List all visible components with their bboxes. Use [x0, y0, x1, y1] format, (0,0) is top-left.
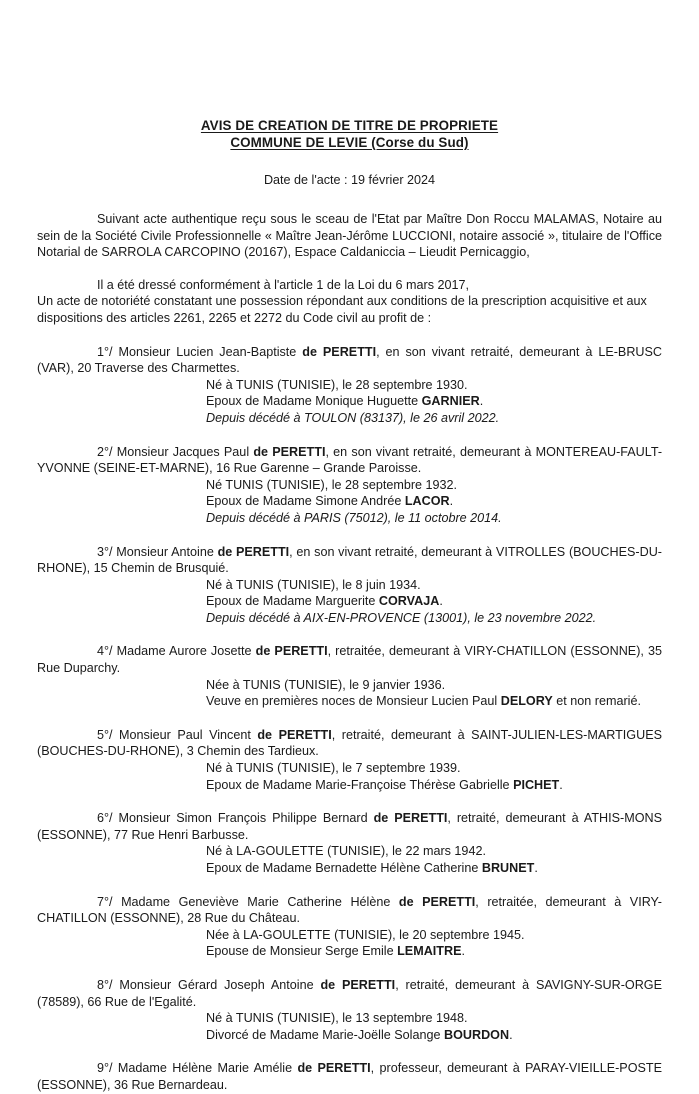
heir-entry-heading	[37, 643, 662, 676]
heir-status-address: , en son vivant retraité, demeurant à LE-BRUSC (VAR), 20 Traverse des Charmettes.	[37, 344, 663, 376]
intro-paragraph: Suivant acte authentique reçu sous le sceau de l'Etat par Maître Don Roccu MALAMAS, Notaire au sein de la Société Civile Professionnelle « Maître Jean-Jérôme LUCCIONI, notaire associé », titulaire de l'Office Notarial de SARROLA CARCOPINO (20167), Espace Caldaniccia – Lieudit Pernicaggio,	[37, 212, 662, 260]
heir-detail-line	[206, 943, 662, 960]
heir-surname: de PERETTI	[398, 894, 476, 909]
heir-status-address: , en son vivant retraité, demeurant à MONTEREAU-FAULT-YVONNE (SEINE-ET-MARNE), 16 Rue Garenne – Grande Paroisse.	[37, 444, 663, 476]
heir-entry	[37, 977, 662, 1043]
heir-detail-line: Né à TUNIS (TUNISIE), le 8 juin 1934.	[206, 577, 421, 592]
heir-detail-line	[206, 860, 662, 877]
heir-given-names: Monsieur Gérard Joseph Antoine	[119, 977, 321, 992]
heir-status-address: , retraitée, demeurant à VIRY-CHATILLON (ESSONNE), 35 Rue Duparchy.	[37, 644, 662, 676]
heir-entry-number: 2°/	[97, 444, 117, 459]
heir-detail-line	[206, 493, 662, 510]
heir-detail-line	[206, 693, 662, 710]
detail-text-lead: Epoux de Madame Marie-Françoise Thérèse Gabrielle	[206, 777, 514, 792]
detail-text-tail: .	[439, 594, 443, 609]
spouse-surname: BRUNET	[481, 861, 535, 875]
heir-decease-line: Depuis décédé à TOULON (83137), le 26 avril 2022.	[206, 410, 500, 425]
detail-text-tail: et non remarié.	[552, 694, 641, 709]
heir-entry	[37, 1060, 662, 1093]
heir-status-address: , retraité, demeurant à ATHIS-MONS (ESSONNE), 77 Rue Henri Barbusse.	[37, 811, 662, 842]
heir-status-address: , en son vivant retraité, demeurant à VITROLLES (BOUCHES-DU-RHONE), 15 Chemin de Brusquié.	[37, 544, 662, 576]
heir-given-names: Monsieur Antoine	[116, 544, 218, 559]
detail-text-lead: Divorcé de Madame Marie-Joëlle Solange	[206, 1027, 444, 1042]
heir-detail-line	[206, 593, 662, 610]
detail-text-lead: Veuve en premières noces de Monsieur Lucien Paul	[206, 694, 501, 709]
heir-given-names: Monsieur Paul Vincent	[119, 727, 258, 742]
detail-text-tail: .	[559, 777, 563, 792]
heir-entry-heading	[37, 894, 662, 927]
heir-detail-line: Né à LA-GOULETTE (TUNISIE), le 22 mars 1942.	[206, 844, 486, 859]
detail-text-lead: Epoux de Madame Bernadette Hélène Catherine	[206, 861, 482, 875]
heir-surname: de PERETTI	[217, 544, 290, 559]
detail-text-lead: Epoux de Madame Monique Huguette	[206, 394, 422, 409]
heir-entry-number: 9°/	[97, 1061, 118, 1076]
spouse-surname: BOURDON	[444, 1027, 510, 1042]
heir-status-address: , retraité, demeurant à SAVIGNY-SUR-ORGE (78589), 66 Rue de l'Egalité.	[37, 977, 662, 1009]
heir-given-names: Madame Aurore Josette	[116, 644, 256, 659]
heir-surname: de PERETTI	[320, 977, 396, 992]
heir-surname: de PERETTI	[373, 811, 448, 826]
heir-entry	[37, 444, 662, 527]
heir-entry-heading	[37, 810, 662, 843]
heir-detail-line	[206, 393, 662, 410]
detail-text-tail: .	[479, 394, 484, 409]
legal-body-line: Un acte de notoriété constatant une possession répondant aux conditions de la prescription acquisitive et aux dispositions des articles 2261, 2265 et 2272 du Code civil au profit de :	[37, 294, 647, 325]
heir-detail-line: Né TUNIS (TUNISIE), le 28 septembre 1932.	[206, 477, 458, 492]
heir-detail-line	[206, 1027, 662, 1044]
heir-given-names: Madame Geneviève Marie Catherine Hélène	[121, 894, 399, 909]
heir-given-names: Monsieur Jacques Paul	[116, 444, 254, 459]
heir-entry	[37, 894, 662, 960]
spouse-surname: CORVAJA	[378, 594, 440, 609]
spouse-surname: DELORY	[500, 694, 553, 709]
heir-status-address: , retraitée, demeurant à VIRY-CHATILLON (ESSONNE), 28 Rue du Château.	[37, 894, 662, 926]
heir-surname: de PERETTI	[257, 727, 332, 742]
heir-entry-heading	[37, 727, 662, 760]
heir-detail-line: Né à TUNIS (TUNISIE), le 13 septembre 1948.	[206, 1011, 468, 1026]
heir-given-names: Madame Hélène Marie Amélie	[117, 1061, 298, 1076]
legal-lead-line: Il a été dressé conformément à l'article 1 de la Loi du 6 mars 2017,	[97, 277, 470, 292]
heir-entry	[37, 727, 662, 793]
heir-entry-number: 4°/	[97, 644, 117, 659]
heir-entry-heading	[37, 444, 662, 477]
detail-text-tail: .	[449, 494, 454, 509]
heir-surname: de PERETTI	[297, 1061, 371, 1076]
heir-surname: de PERETTI	[255, 644, 328, 659]
heir-entry	[37, 344, 662, 427]
title-line-secondary: COMMUNE DE LEVIE (Corse du Sud)	[230, 134, 469, 150]
heir-entry	[37, 643, 662, 709]
heir-entry-number: 8°/	[97, 977, 120, 992]
heir-status-address: , professeur, demeurant à PARAY-VIEILLE-POSTE (ESSONNE), 36 Rue Bernardeau.	[37, 1061, 662, 1092]
heir-entry-number: 1°/	[97, 344, 119, 359]
act-date: Date de l'acte : 19 février 2024	[263, 173, 436, 187]
heir-entry-number: 3°/	[97, 544, 117, 559]
heir-surname: de PERETTI	[253, 444, 326, 459]
spouse-surname: LEMAITRE	[397, 944, 462, 959]
heir-entry-heading	[37, 544, 662, 577]
heir-entry-heading	[37, 1060, 662, 1093]
detail-text-tail: .	[509, 1027, 513, 1042]
heir-decease-line: Depuis décédé à PARIS (75012), le 11 octobre 2014.	[206, 510, 502, 525]
page-title	[37, 118, 662, 151]
detail-text-lead: Epoux de Madame Simone Andrée	[206, 494, 405, 509]
heir-detail-line: Né à TUNIS (TUNISIE), le 7 septembre 1939.	[206, 761, 461, 776]
heir-detail-line: Né à TUNIS (TUNISIE), le 28 septembre 1930.	[206, 377, 468, 392]
detail-text-tail: .	[534, 861, 538, 875]
heir-decease-line: Depuis décédé à AIX-EN-PROVENCE (13001), le 23 novembre 2022.	[206, 610, 597, 625]
heirs-list	[37, 344, 662, 1094]
spouse-surname: GARNIER	[421, 394, 480, 409]
heir-entry	[37, 810, 662, 876]
heir-entry-heading	[37, 977, 662, 1010]
spouse-surname: PICHET	[513, 777, 560, 792]
heir-surname: de PERETTI	[302, 344, 377, 359]
heir-detail-line: Née à LA-GOULETTE (TUNISIE), le 20 septembre 1945.	[206, 927, 525, 942]
legal-basis-block	[37, 277, 662, 327]
heir-status-address: , retraité, demeurant à SAINT-JULIEN-LES-MARTIGUES (BOUCHES-DU-RHONE), 3 Chemin des Tardieux.	[37, 727, 662, 759]
detail-text-lead: Epouse de Monsieur Serge Emile	[206, 944, 398, 959]
heir-entry	[37, 544, 662, 627]
detail-text-tail: .	[461, 944, 465, 959]
heir-detail-line	[206, 777, 662, 794]
heir-entry-heading	[37, 344, 662, 377]
heir-entry-number: 6°/	[97, 811, 119, 826]
spouse-surname: LACOR	[404, 494, 450, 509]
title-line-primary: AVIS DE CREATION DE TITRE DE PROPRIETE	[200, 118, 499, 133]
detail-text-lead: Epoux de Madame Marguerite	[206, 594, 379, 609]
heir-entry-number: 7°/	[97, 894, 122, 909]
heir-detail-line: Née à TUNIS (TUNISIE), le 9 janvier 1936.	[206, 677, 446, 692]
heir-given-names: Monsieur Lucien Jean-Baptiste	[118, 344, 303, 359]
heir-given-names: Monsieur Simon François Philippe Bernard	[118, 811, 374, 826]
heir-entry-number: 5°/	[97, 727, 120, 742]
